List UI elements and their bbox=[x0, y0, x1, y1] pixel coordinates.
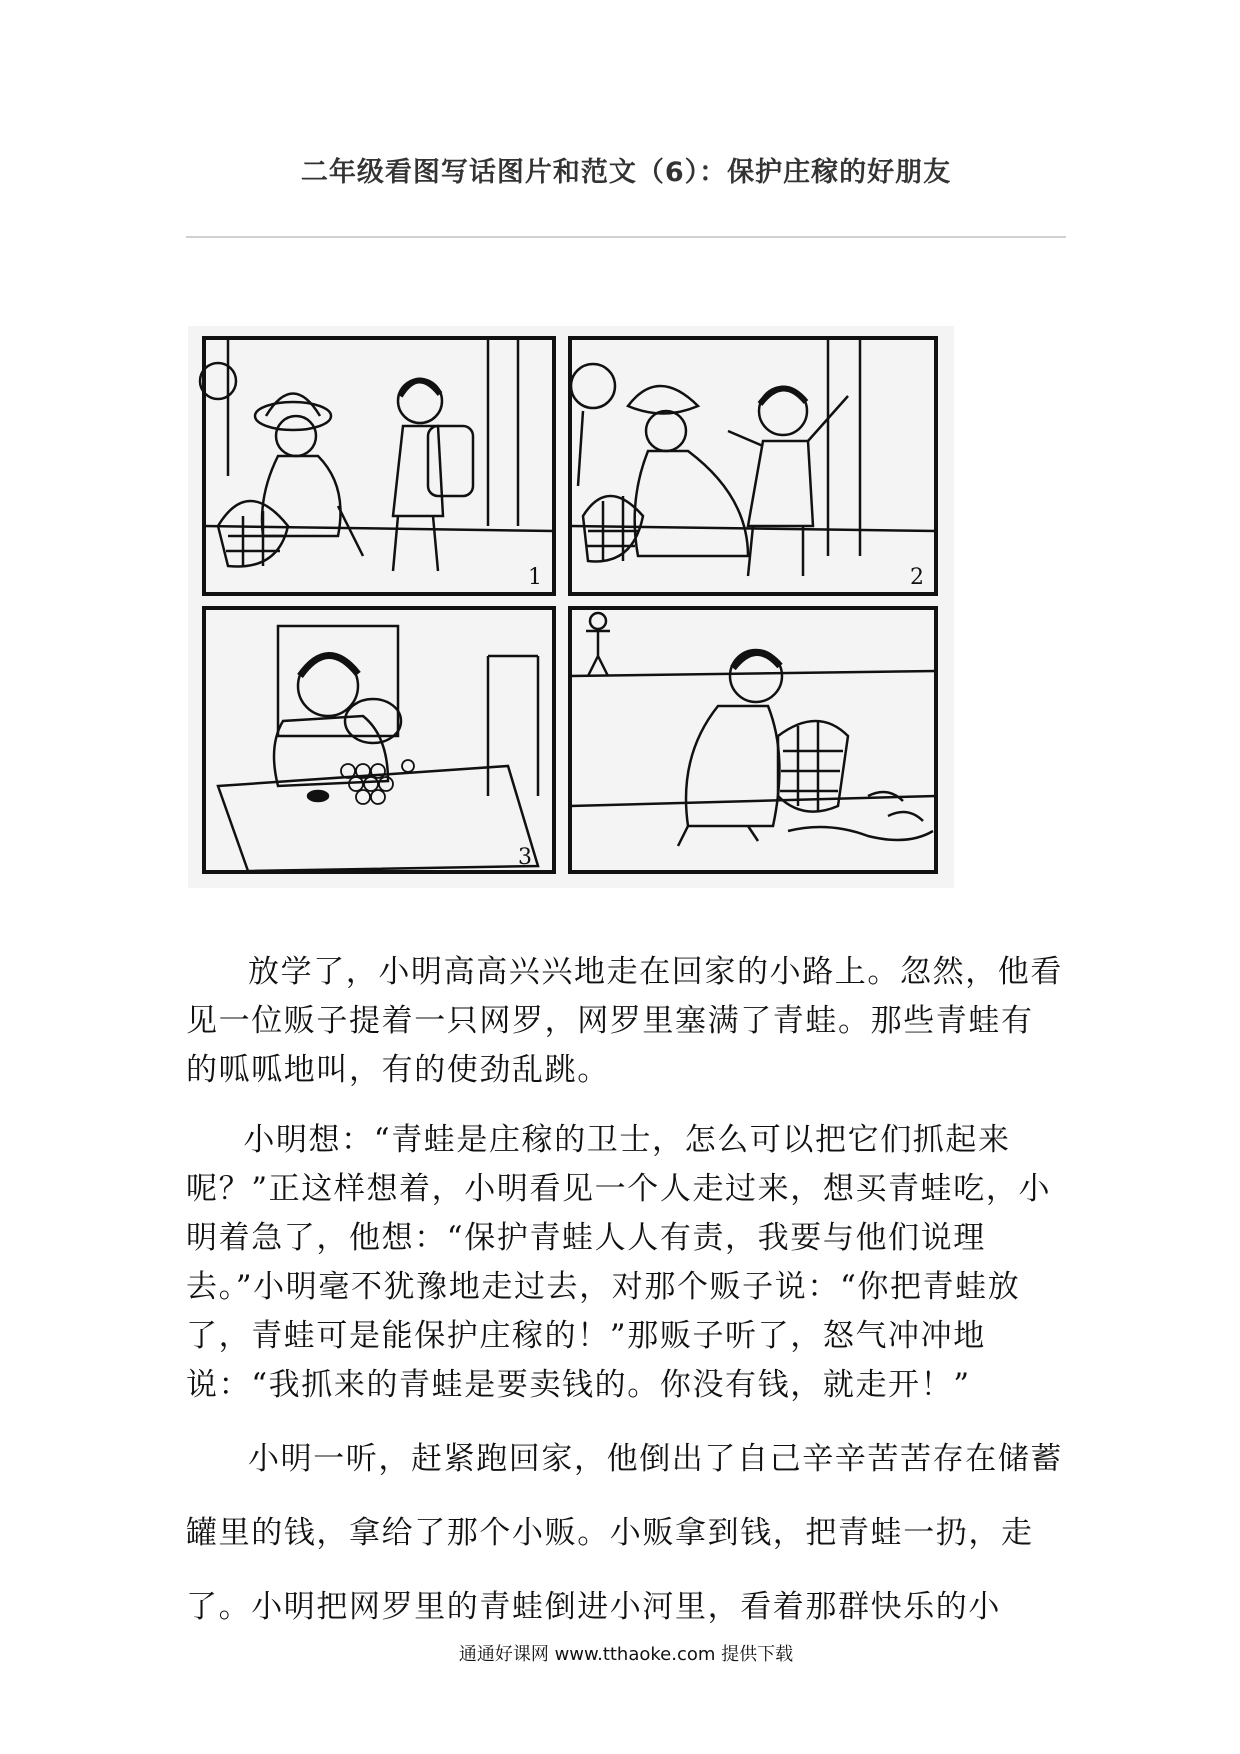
panel-1-scene bbox=[200, 340, 554, 571]
comic-illustration bbox=[188, 326, 954, 888]
panel-3-frame bbox=[204, 608, 554, 872]
panel-4-scene bbox=[570, 613, 936, 846]
panel-1-frame bbox=[204, 338, 554, 594]
panel-2-frame bbox=[570, 338, 936, 594]
page-footer: 通通好课网 www.tthaoke.com 提供下载 bbox=[458, 1644, 794, 1665]
title-divider bbox=[186, 236, 1066, 238]
comic-strip-image bbox=[188, 326, 954, 888]
panel-2-number: 2 bbox=[910, 565, 924, 590]
paragraph-2: 小明想：“青蛙是庄稼的卫士，怎么可以把它们抓起来呢？”正这样想着，小明看见一个人走过来，想买青蛙吃，小明着急了，他想：“保护青蛙人人有责，我要与他们说理去。”小明毫不犹豫地走过去，对那个贩子说：“你把青蛙放了，青蛙可是能保护庄稼的！”那贩子听了，怒气冲冲地说：“我抓来的青蛙是要卖钱的。你没有钱，就走开！” bbox=[186, 1122, 1052, 1403]
page-title: 二年级看图写话图片和范文（6）：保护庄稼的好朋友 bbox=[300, 157, 952, 188]
paragraph-1: 放学了，小明高高兴兴地走在回家的小路上。忽然，他看见一位贩子提着一只网罗，网罗里塞满了青蛙。那些青蛙有的呱呱地叫，有的使劲乱跳。 bbox=[186, 954, 1063, 1088]
panel-2-scene bbox=[570, 340, 936, 576]
panel-3-scene bbox=[218, 626, 538, 871]
panel-1-number: 1 bbox=[528, 565, 542, 590]
panel-3-number: 3 bbox=[518, 845, 532, 870]
paragraph-3: 小明一听，赶紧跑回家，他倒出了自己辛辛苦苦存在储蓄罐里的钱，拿给了那个小贩。小贩拿到钱，把青蛙一扔，走了。小明把网罗里的青蛙倒进小河里，看着那群快乐的小 bbox=[186, 1441, 1063, 1625]
